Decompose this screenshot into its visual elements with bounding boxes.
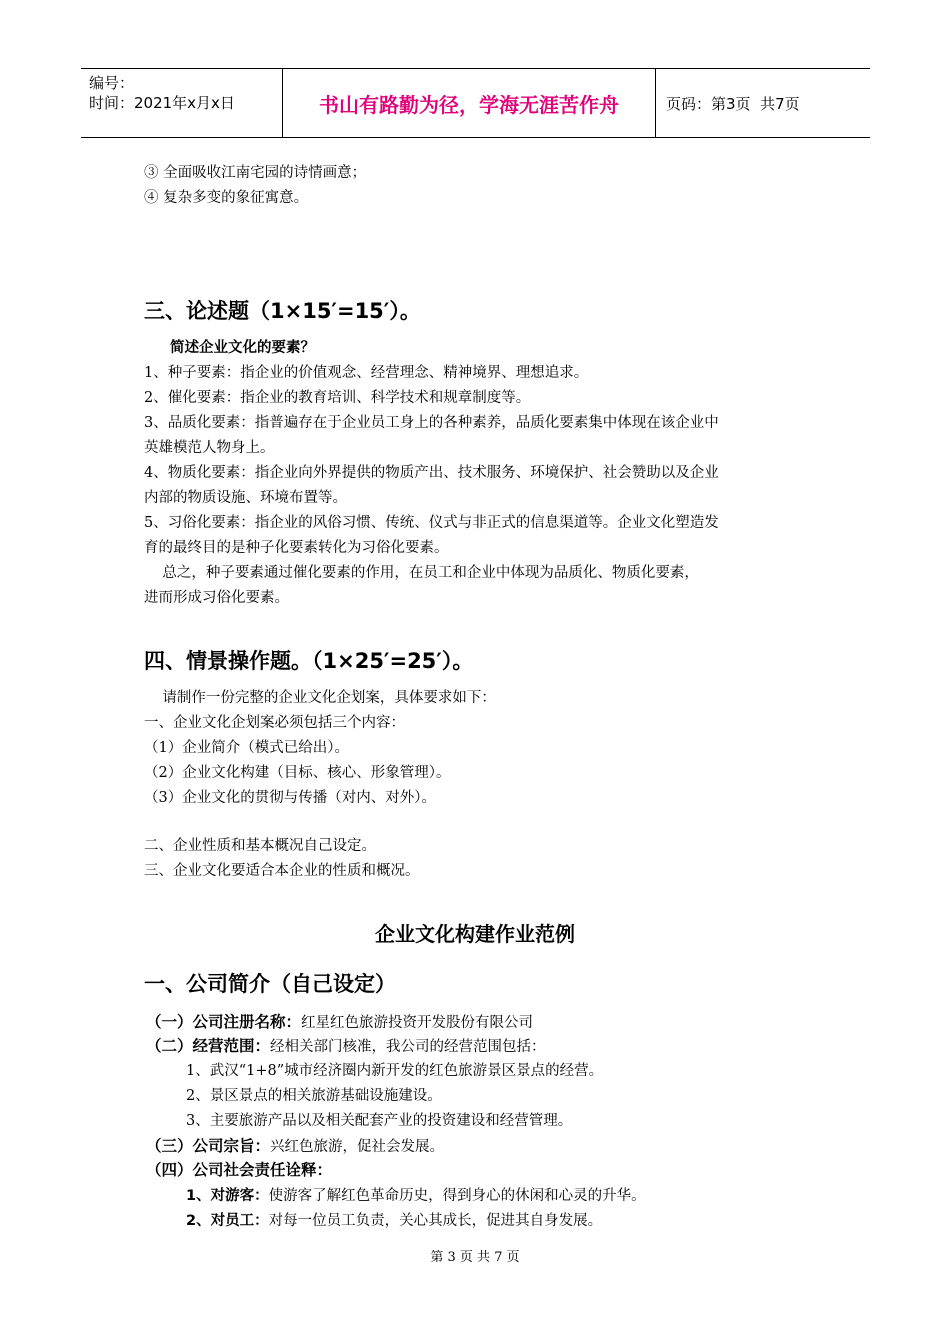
list-item: 3、主要旅游产品以及相关配套产业的投资建设和经营管理。 [186, 1113, 573, 1129]
header-page-info [656, 69, 870, 137]
paragraph-line: 2、催化要素：指企业的教育培训、科学技术和规章制度等。 [144, 390, 531, 406]
scope-label: （二）经营范围： [146, 1037, 271, 1055]
purpose-row [146, 1134, 444, 1156]
list-item: 2、景区景点的相关旅游基础设施建设。 [186, 1088, 442, 1104]
paragraph-line: 二、企业性质和基本概况自己设定。 [144, 838, 376, 854]
paragraph-line: 请制作一份完整的企业文化企划案，具体要求如下： [144, 690, 496, 706]
paragraph-line: 进而形成习俗化要素。 [144, 590, 289, 606]
list-item: ④ 复杂多变的象征寓意。 [144, 190, 309, 206]
paragraph-line: 1、种子要素：指企业的价值观念、经营理念、精神境界、理想追求。 [144, 365, 589, 381]
scope-row [146, 1034, 546, 1056]
paragraph-line: 英雄模范人物身上。 [144, 440, 275, 456]
paragraph-line: （2）企业文化构建（目标、核心、形象管理）。 [144, 765, 451, 781]
paragraph-line: 育的最终目的是种子化要素转化为习俗化要素。 [144, 540, 449, 556]
paragraph-line: 总之，种子要素通过催化要素的作用，在员工和企业中体现为品质化、物质化要素， [144, 565, 699, 581]
paragraph-line: 内部的物质设施、环境布置等。 [144, 490, 347, 506]
time-label: 时间：2021年x月x日 [89, 94, 235, 112]
header-meta [81, 69, 283, 137]
list-item: ③ 全面吸收江南宅园的诗情画意； [144, 165, 367, 181]
example-title: 企业文化构建作业范例 [375, 922, 575, 946]
list-item: 1、武汉“1+8”城市经济圈内新开发的红色旅游景区景点的经营。 [186, 1063, 604, 1079]
paragraph-line: 5、习俗化要素：指企业的风俗习惯、传统、仪式与非正式的信息渠道等。企业文化塑造发 [144, 515, 719, 531]
duty-item-label: 2、对员工： [186, 1213, 269, 1229]
header-motto: 书山有路勤为径，学海无涯苦作舟 [283, 69, 656, 137]
section3-question: 简述企业文化的要素？ [170, 340, 315, 356]
duty-item-value: 对每一位员工负责，关心其成长，促进其自身发展。 [268, 1213, 603, 1229]
page-footer: 第 3 页 共 7 页 [430, 1250, 520, 1265]
section4-heading: 四、情景操作题。（1×25′=25′）。 [144, 649, 474, 673]
paragraph-line: 三、企业文化要适合本企业的性质和概况。 [144, 863, 420, 879]
duty-label: （四）公司社会责任诠释： [146, 1161, 333, 1179]
example-heading: 一、公司简介（自己设定） [144, 972, 396, 996]
page-info-text: 页码：第3页 共7页 [666, 94, 800, 113]
paragraph-line: 一、企业文化企划案必须包括三个内容： [144, 715, 405, 731]
purpose-value: 兴红色旅游，促社会发展。 [270, 1139, 445, 1155]
serial-label: 编号： [89, 74, 135, 92]
duty-item-value: 使游客了解红色革命历史，得到身心的休闲和心灵的升华。 [268, 1188, 646, 1204]
paragraph-line: （3）企业文化的贯彻与传播（对内、对外）。 [144, 790, 436, 806]
company-name-label: （一）公司注册名称： [146, 1013, 302, 1031]
page-header [81, 68, 870, 138]
duty-item [186, 1184, 646, 1205]
duty-item [186, 1209, 602, 1230]
company-name-row [146, 1010, 533, 1032]
section3-heading: 三、论述题（1×15′=15′）。 [144, 299, 421, 323]
scope-value: 经相关部门核准，我公司的经营范围包括： [270, 1039, 546, 1055]
company-name-value: 红星红色旅游投资开发股份有限公司 [301, 1015, 534, 1031]
paragraph-line: 3、品质化要素：指普遍存在于企业员工身上的各种素养，品质化要素集中体现在该企业中 [144, 415, 719, 431]
paragraph-line: 4、物质化要素：指企业向外界提供的物质产出、技术服务、环境保护、社会赞助以及企业 [144, 465, 719, 481]
purpose-label: （三）公司宗旨： [146, 1137, 271, 1155]
duty-item-label: 1、对游客： [186, 1188, 269, 1204]
paragraph-line: （1）企业简介（模式已给出）。 [144, 740, 349, 756]
